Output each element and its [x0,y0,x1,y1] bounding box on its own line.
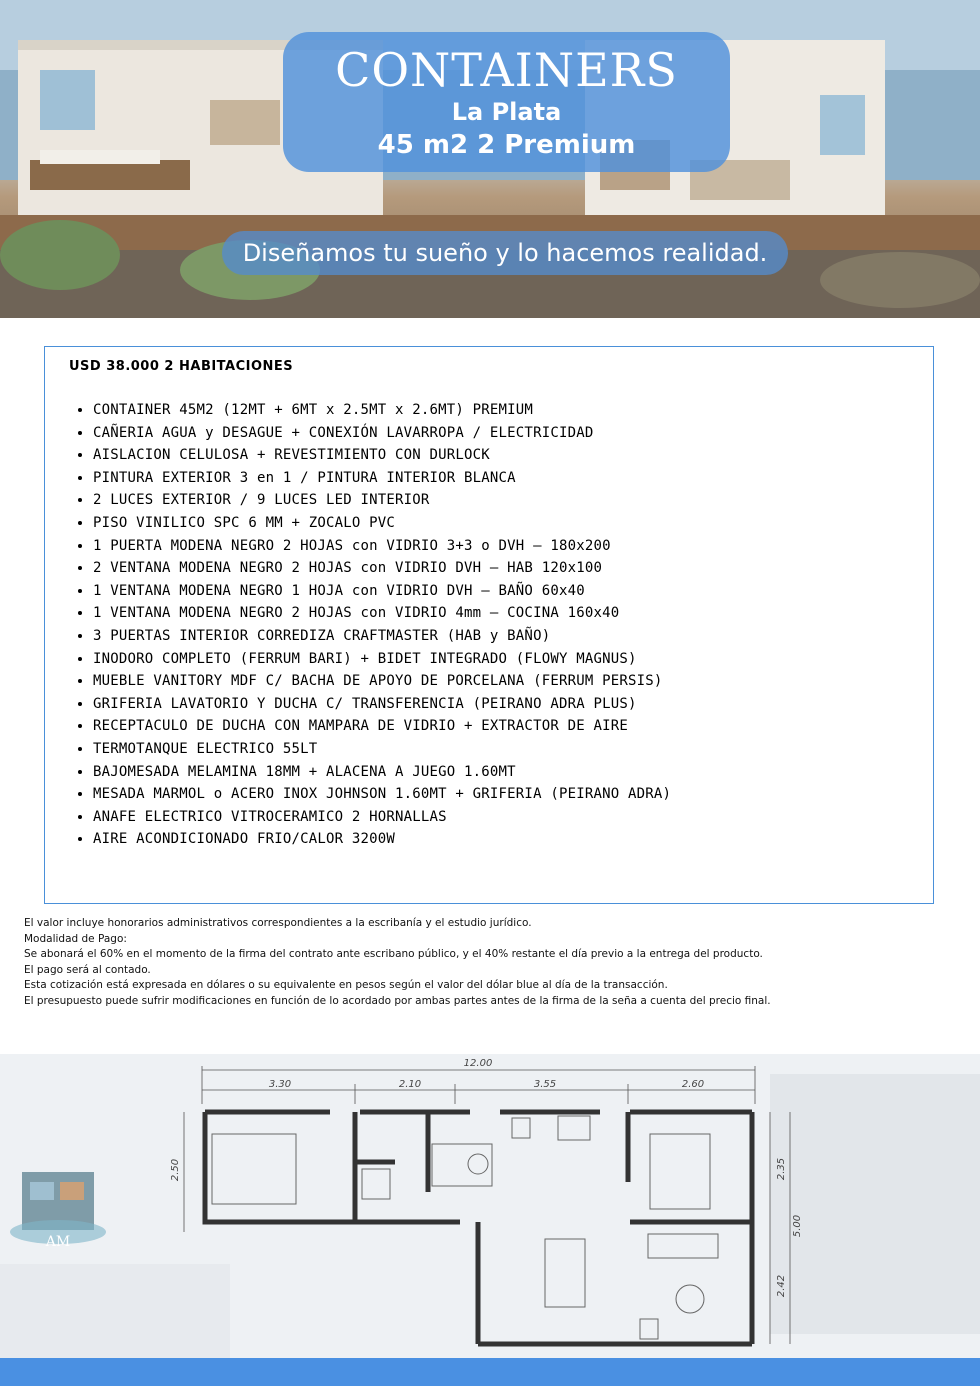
logo-text: AM [45,1234,71,1250]
list-item: • 2 LUCES EXTERIOR / 9 LUCES LED INTERIOR [93,489,671,512]
list-item: • TERMOTANQUE ELECTRICO 55LT [93,738,671,761]
location-label: La Plata [451,98,562,126]
list-item: • ANAFE ELECTRICO VITROCERAMICO 2 HORNALLAS [93,806,671,829]
list-item: • MESADA MARMOL o ACERO INOX JOHNSON 1.60MT + GRIFERIA (PEIRANO ADRA) [93,783,671,806]
note-line: Se abonará el 60% en el momento de la firma del contrato ante escribano público, y el 40% restante el día previo a la entrega del producto. [24,948,763,961]
footer-bar [0,1358,980,1386]
list-item: • INODORO COMPLETO (FERRUM BARI) + BIDET INTEGRADO (FLOWY MAGNUS) [93,648,671,671]
dim-total-width: 12.00 [463,1058,493,1069]
slogan-banner: Diseñamos tu sueño y lo hacemos realidad. [222,231,788,275]
list-item: • 2 VENTANA MODENA NEGRO 2 HOJAS con VIDRIO DVH – HAB 120x100 [93,557,671,580]
dim-segment: 3.55 [533,1079,557,1090]
list-item: • RECEPTACULO DE DUCHA CON MAMPARA DE VIDRIO + EXTRACTOR DE AIRE [93,715,671,738]
dim-segment: 2.10 [398,1079,422,1090]
list-item: • GRIFERIA LAVATORIO Y DUCHA C/ TRANSFERENCIA (PEIRANO ADRA PLUS) [93,693,671,716]
note-line: El valor incluye honorarios administrativos correspondientes a la escribanía y el estudio jurídico. [24,917,532,929]
specs-box [44,346,934,904]
list-item: • PISO VINILICO SPC 6 MM + ZOCALO PVC [93,512,671,535]
price-heading: USD 38.000 2 HABITACIONES [69,359,294,374]
note-line: El pago será al contado. [24,963,151,976]
list-item: • 1 PUERTA MODENA NEGRO 2 HOJAS con VIDRIO 3+3 o DVH – 180x200 [93,535,671,558]
list-item: • 1 VENTANA MODENA NEGRO 1 HOJA con VIDRIO DVH – BAÑO 60x40 [93,580,671,603]
note-line: Esta cotización está expresada en dólares o su equivalente en pesos según el valor del dólar blue al día de la transacción. [24,979,668,992]
note-line: Modalidad de Pago: [24,932,127,945]
dim-height-right-top: 2.35 [776,1157,787,1181]
payment-notes [24,916,954,1010]
specs-list [73,399,671,851]
floor-plan [0,1054,980,1358]
list-item: • BAJOMESADA MELAMINA 18MM + ALACENA A JUEGO 1.60MT [93,761,671,784]
list-item: • 3 PUERTAS INTERIOR CORREDIZA CRAFTMASTER (HAB y BAÑO) [93,625,671,648]
page-title: CONTAINERS [335,43,678,97]
dim-segment: 3.30 [268,1079,292,1090]
note-line: El presupuesto puede sufrir modificaciones en función de lo acordado por ambas partes antes de la firma de la seña a cuenta del precio final. [24,994,771,1007]
list-item: • AIRE ACONDICIONADO FRIO/CALOR 3200W [93,828,671,851]
hero-banner [0,0,980,318]
dim-height-right-bottom: 2.42 [776,1274,787,1298]
list-item: • CAÑERIA AGUA y DESAGUE + CONEXIÓN LAVARROPA / ELECTRICIDAD [93,422,671,445]
floor-plan-section [0,1054,980,1358]
list-item: • MUEBLE VANITORY MDF C/ BACHA DE APOYO DE PORCELANA (FERRUM PERSIS) [93,670,671,693]
dim-height-left: 2.50 [170,1158,181,1182]
list-item: • PINTURA EXTERIOR 3 en 1 / PINTURA INTERIOR BLANCA [93,467,671,490]
dim-segment: 2.60 [681,1079,705,1090]
model-label: 45 m2 2 Premium [377,130,636,160]
list-item: • 1 VENTANA MODENA NEGRO 2 HOJAS con VIDRIO 4mm – COCINA 160x40 [93,602,671,625]
list-item: • AISLACION CELULOSA + REVESTIMIENTO CON DURLOCK [93,444,671,467]
list-item: • CONTAINER 45M2 (12MT + 6MT x 2.5MT x 2.6MT) PREMIUM [93,399,671,422]
title-box [283,32,730,172]
dim-height-total: 5.00 [792,1214,803,1238]
